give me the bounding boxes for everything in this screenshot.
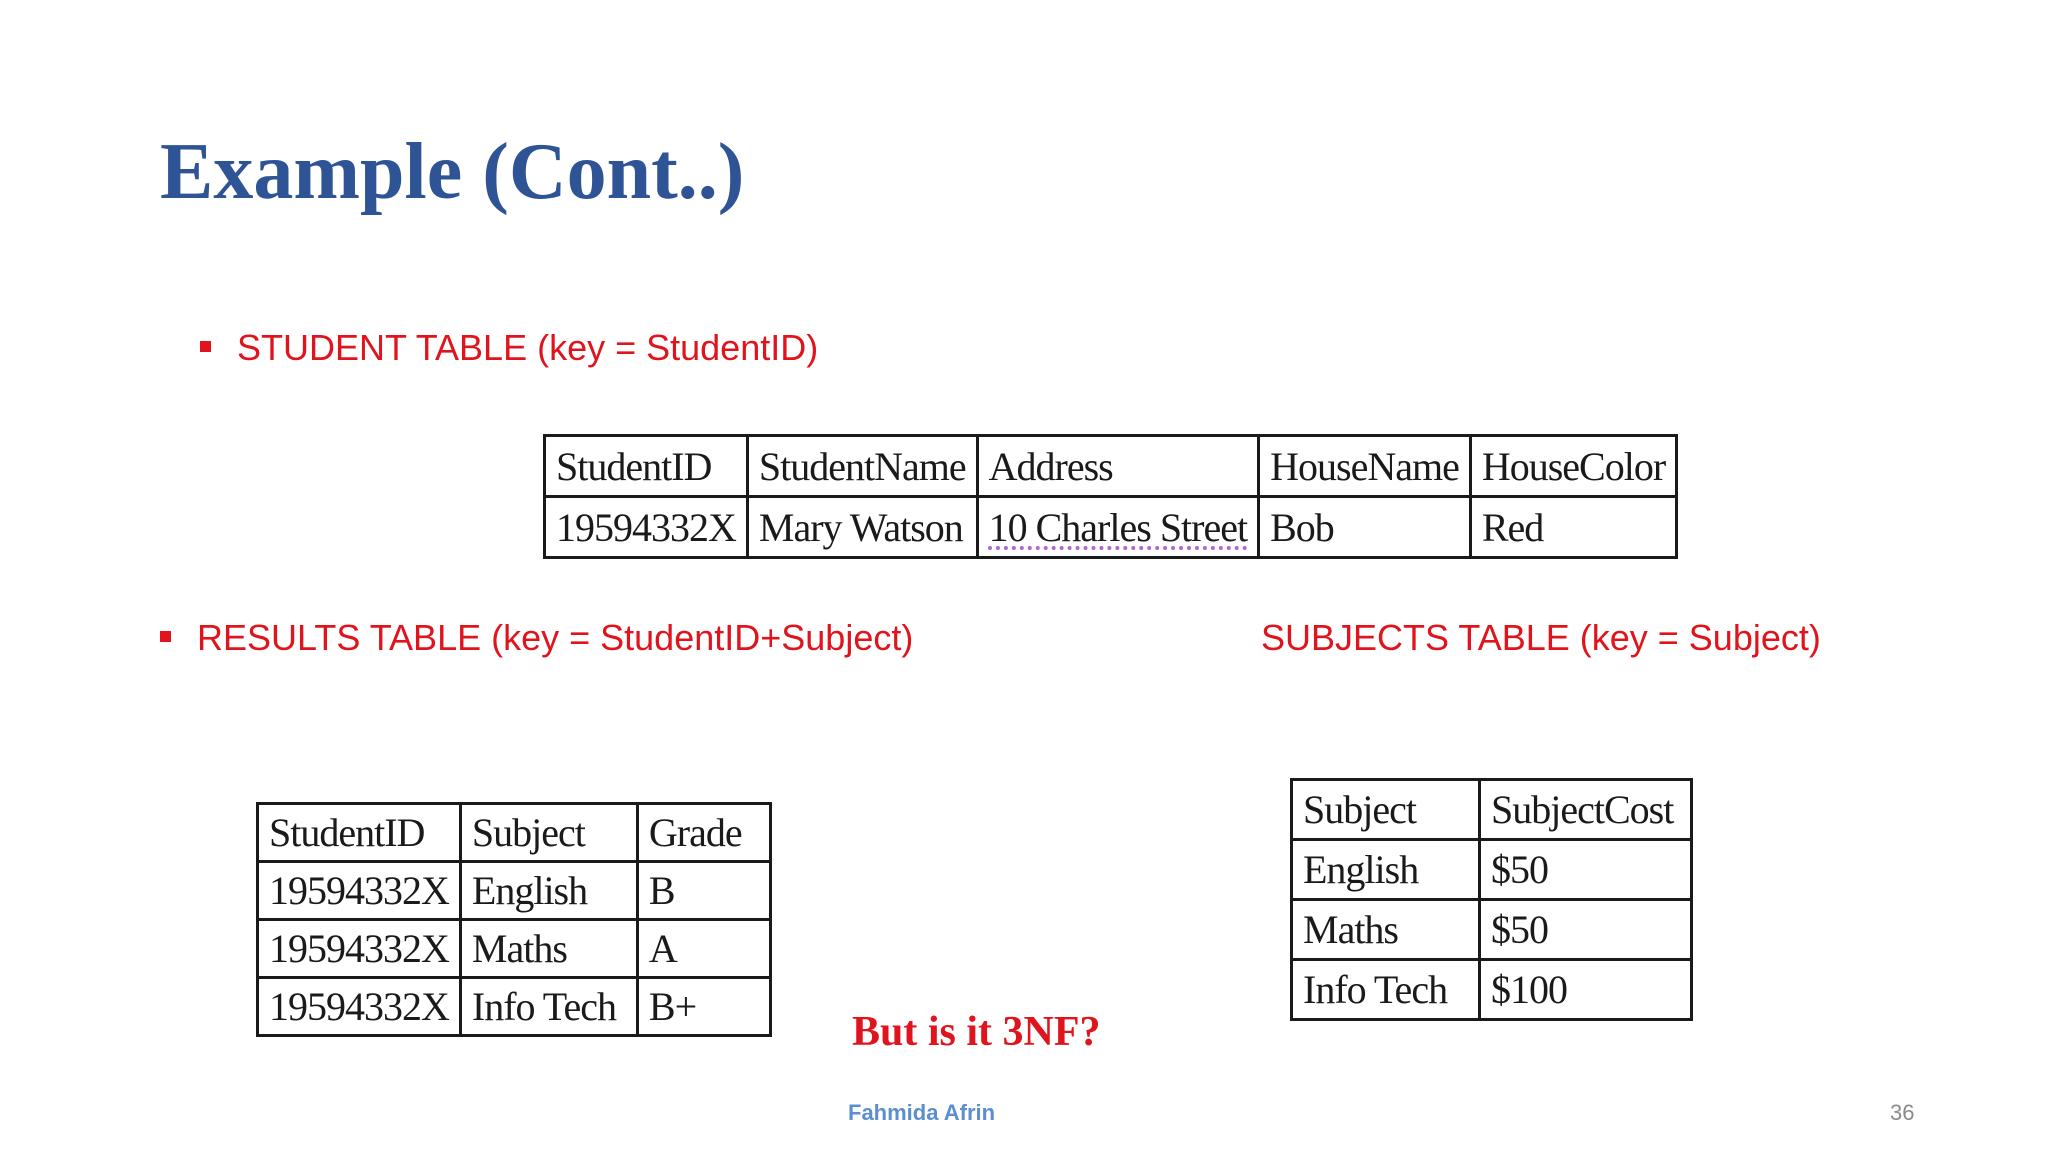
subjects-table	[1290, 778, 1693, 1021]
page-number: 36	[1890, 1100, 1915, 1125]
table-cell: Maths	[460, 920, 637, 978]
table-row	[258, 978, 771, 1036]
table-cell: Info Tech	[460, 978, 637, 1036]
table-row	[1292, 900, 1692, 960]
table-cell: Bob	[1259, 497, 1471, 558]
table-row	[545, 497, 1677, 558]
question-text: But is it 3NF?	[852, 1009, 1101, 1055]
slide-title: Example (Cont..)	[160, 128, 745, 216]
header-cell: Grade	[637, 804, 770, 862]
table-cell: Red	[1470, 497, 1676, 558]
bullet-results-table	[160, 616, 913, 659]
bullet-square-icon	[200, 341, 211, 352]
subjects-table-label: SUBJECTS TABLE (key = Subject)	[1261, 617, 1821, 658]
table-cell: 19594332X	[258, 920, 461, 978]
table-row	[258, 920, 771, 978]
table-cell: Maths	[1292, 900, 1480, 960]
table-cell: $50	[1480, 840, 1692, 900]
header-cell: Subject	[460, 804, 637, 862]
table-cell: B	[637, 862, 770, 920]
header-cell: StudentName	[747, 436, 977, 497]
table-cell: B+	[637, 978, 770, 1036]
table-cell: Info Tech	[1292, 960, 1480, 1020]
student-table	[543, 434, 1678, 559]
table-cell: English	[460, 862, 637, 920]
table-header-row	[1292, 780, 1692, 840]
table-cell: A	[637, 920, 770, 978]
header-cell: HouseName	[1259, 436, 1471, 497]
table-header-row	[545, 436, 1677, 497]
table-cell: 19594332X	[258, 978, 461, 1036]
table-cell: 10 Charles Street	[977, 497, 1259, 558]
header-cell: Subject	[1292, 780, 1480, 840]
header-cell: HouseColor	[1470, 436, 1676, 497]
table-header-row	[258, 804, 771, 862]
bullet-student-label: STUDENT TABLE (key = StudentID)	[237, 327, 819, 368]
bullet-student-table	[200, 326, 818, 369]
header-cell: Address	[977, 436, 1259, 497]
header-cell: SubjectCost	[1480, 780, 1692, 840]
table-cell: Mary Watson	[747, 497, 977, 558]
bullet-results-label: RESULTS TABLE (key = StudentID+Subject)	[197, 617, 914, 658]
table-row	[1292, 840, 1692, 900]
bullet-square-icon	[160, 631, 171, 642]
table-cell: 19594332X	[258, 862, 461, 920]
table-cell: 19594332X	[545, 497, 748, 558]
header-cell: StudentID	[258, 804, 461, 862]
results-table	[256, 802, 772, 1037]
table-cell: $100	[1480, 960, 1692, 1020]
footer-author: Fahmida Afrin	[848, 1100, 996, 1125]
table-row	[258, 862, 771, 920]
table-cell: English	[1292, 840, 1480, 900]
header-cell: StudentID	[545, 436, 748, 497]
table-cell: $50	[1480, 900, 1692, 960]
table-row	[1292, 960, 1692, 1020]
